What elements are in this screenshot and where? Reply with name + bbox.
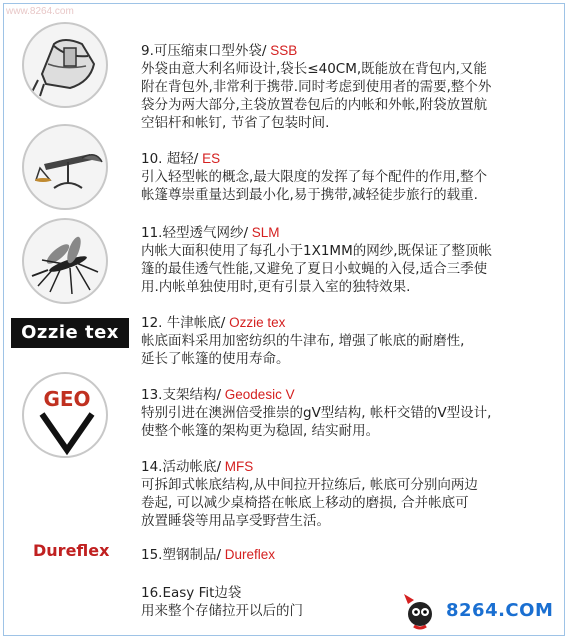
- feature-description-line: 帐底面料采用加密纺织的牛津布, 增强了帐底的耐磨性,: [141, 333, 465, 349]
- feature-description-line: 帐篷尊崇重量达到最小化,易于携带,减轻徒步旅行的载重.: [141, 187, 478, 203]
- watermark: www.8264.com: [6, 6, 74, 17]
- feature-description-line: 使整个帐篷的架构更为稳固, 结实耐用。: [141, 423, 380, 439]
- feature-description-line: 外袋由意大利名师设计,袋长≤40CM,既能放在背包内,又能: [141, 61, 487, 77]
- feature-description-line: 空铝杆和帐钉, 节省了包装时间.: [141, 115, 330, 131]
- feature-block: [141, 314, 561, 368]
- feature-number-title: 9.可压缩束口型外袋/: [141, 43, 267, 59]
- feature-block: [141, 458, 561, 530]
- feature-title: [141, 150, 561, 168]
- scale-icon: [22, 124, 108, 210]
- mosquito-icon: [22, 218, 108, 304]
- feature-block: [141, 42, 561, 132]
- feature-number-title: 12. 牛津帐底/: [141, 315, 226, 331]
- feature-number-title: 11.轻型透气网纱/: [141, 225, 249, 241]
- feature-tag: ES: [198, 151, 221, 166]
- feature-description-line: 延长了帐篷的使用寿命。: [141, 351, 290, 367]
- feature-title: [141, 314, 561, 332]
- feature-tag: SLM: [248, 225, 280, 240]
- feature-block: [141, 224, 561, 296]
- feature-description-line: 放置睡袋等用品享受野营生活。: [141, 513, 330, 529]
- feature-number-title: 13.支架结构/: [141, 387, 222, 403]
- feature-number-title: 14.活动帐底/: [141, 459, 222, 475]
- feature-description-line: 引入轻型帐的概念,最大限度的发挥了每个配件的作用,整个: [141, 169, 488, 185]
- feature-number-title: 10. 超轻/: [141, 151, 199, 167]
- feature-title: [141, 224, 561, 242]
- feature-description-line: 可拆卸式帐底结构,从中间拉开拉练后, 帐底可分别向两边: [141, 477, 478, 493]
- bag-icon: [22, 22, 108, 108]
- feature-title: [141, 546, 275, 564]
- dureflex-logo: Dureflex: [33, 541, 110, 560]
- feature-description-line: 袋分为两大部分,主袋放置卷包后的内帐和外帐,附袋放置航: [141, 97, 488, 113]
- feature-description-line: 篷的最佳透气性能,又避免了夏日小蚊蝇的入侵,适合三季使: [141, 261, 488, 277]
- feature-description-line: 卷起, 可以减少桌椅搭在帐底上移动的磨损, 合并帐底可: [141, 495, 469, 511]
- feature-title: [141, 386, 561, 404]
- feature-block: [141, 150, 561, 204]
- feature-number-title: 15.塑钢制品/: [141, 547, 222, 563]
- feature-tag: MFS: [221, 459, 254, 474]
- feature-tag: Geodesic V: [221, 387, 295, 402]
- feature-description-line: 特别引进在澳洲倍受推崇的gV型结构, 帐杆交错的V型设计,: [141, 405, 492, 421]
- feature-title: [141, 458, 561, 476]
- feature-title: [141, 42, 561, 60]
- feature-tag: Ozzie tex: [225, 315, 286, 330]
- feature-block: [141, 546, 275, 564]
- feature-description-line: 内帐大面积使用了每孔小于1X1MM的网纱,既保证了整顶帐: [141, 243, 493, 259]
- feature-description-line: 用.内帐单独使用时,更有引景入室的独特效果.: [141, 279, 411, 295]
- geo-logo: [22, 372, 108, 458]
- geo-logo-text: GEO: [43, 387, 91, 411]
- feature-number-title: 16.Easy Fit边袋: [141, 585, 242, 601]
- feature-tag: SSB: [266, 43, 298, 58]
- feature-block: [141, 386, 561, 440]
- site-logo: 8264.COM: [446, 600, 554, 621]
- feature-tag: Dureflex: [221, 547, 276, 562]
- ozzie-tex-logo: Ozzie tex: [11, 318, 129, 348]
- feature-description-line: 附在背包外,非常利于携带.同时考虑到使用者的需要,整个外: [141, 79, 492, 95]
- mascot-icon: [400, 592, 444, 636]
- feature-description-line: 用来整个存储拉开以后的门: [141, 603, 303, 619]
